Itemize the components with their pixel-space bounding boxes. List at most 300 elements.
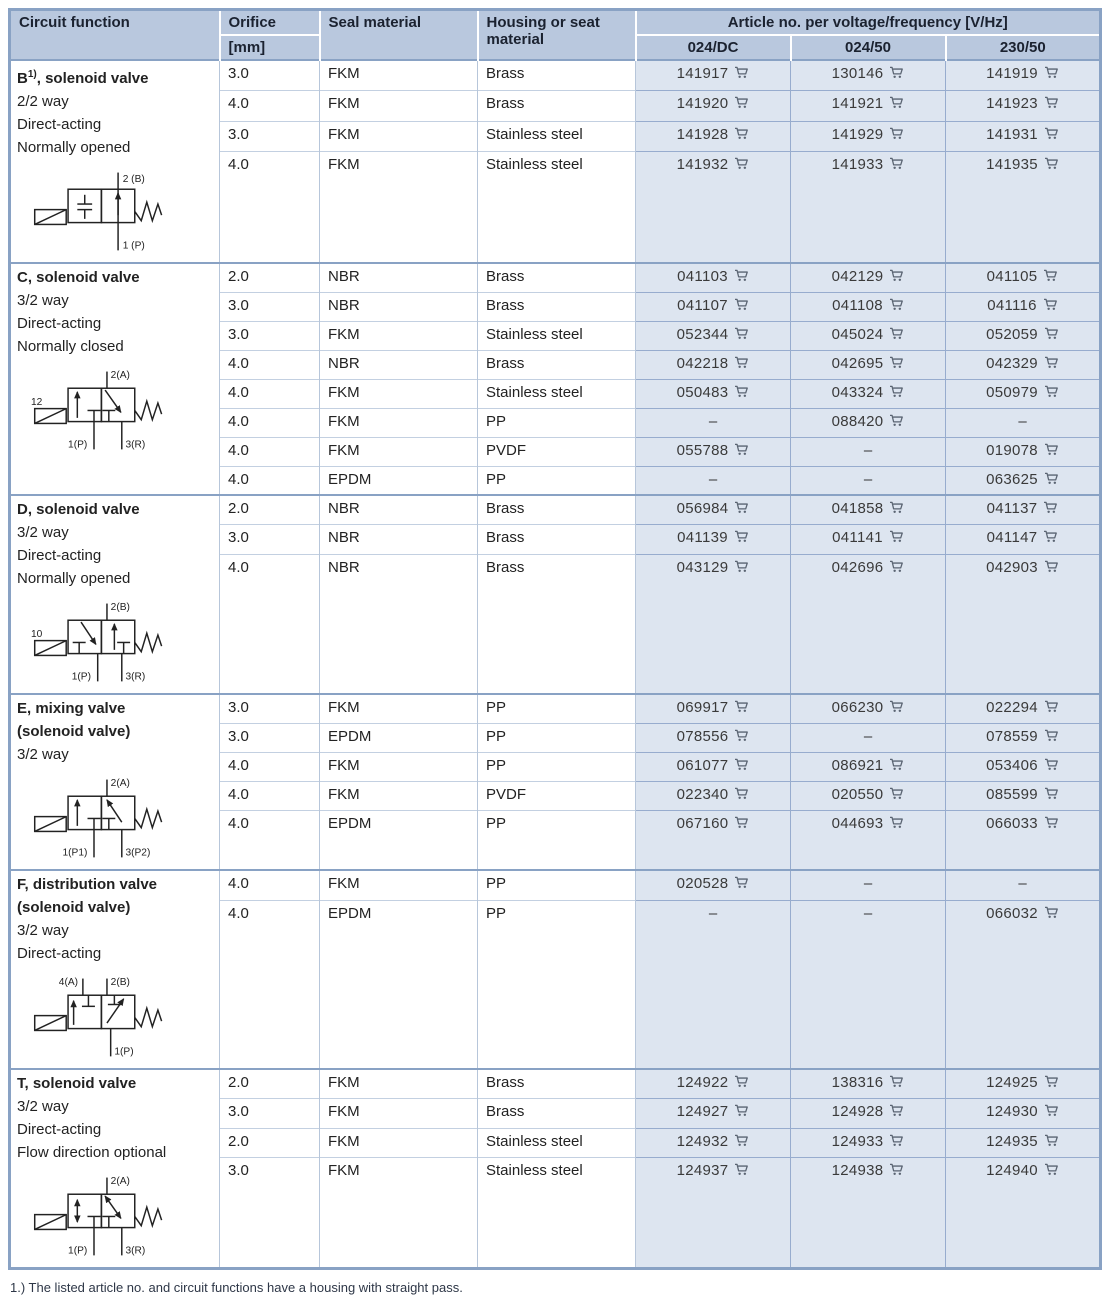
- cart-icon[interactable]: [734, 385, 749, 398]
- port-label: 1 (P): [122, 240, 145, 252]
- article-number: 124928: [831, 1103, 884, 1121]
- cart-icon[interactable]: [889, 385, 904, 398]
- cart-icon[interactable]: [1044, 66, 1059, 79]
- article-number: 041141: [832, 529, 883, 547]
- housing-material-cell: Brass: [478, 263, 636, 292]
- cart-icon[interactable]: [1044, 96, 1059, 109]
- housing-material-cell: PP: [478, 466, 636, 495]
- seal-material-cell: FKM: [320, 1069, 478, 1099]
- table-row: [10, 694, 1101, 723]
- article-cell: [791, 525, 946, 555]
- circuit-title: C, solenoid valve: [17, 269, 140, 286]
- article-cell: [946, 495, 1101, 525]
- article-cell: [636, 408, 791, 437]
- article-cell: [946, 694, 1101, 723]
- article-cell: [636, 1158, 791, 1269]
- orifice-cell: 4.0: [220, 466, 320, 495]
- cart-icon[interactable]: [734, 443, 749, 456]
- article-number: 124930: [986, 1103, 1038, 1121]
- article-number: 052059: [986, 325, 1038, 343]
- seal-material-cell: EPDM: [320, 466, 478, 495]
- article-number: 088420: [831, 412, 884, 430]
- cart-icon[interactable]: [889, 414, 904, 427]
- article-cell: [636, 466, 791, 495]
- article-cell: [791, 292, 946, 321]
- cart-icon[interactable]: [889, 96, 904, 109]
- article-cell: [791, 694, 946, 723]
- orifice-cell: 3.0: [220, 694, 320, 723]
- orifice-cell: 3.0: [220, 292, 320, 321]
- cart-icon[interactable]: [1044, 1163, 1059, 1176]
- orifice-cell: 3.0: [220, 121, 320, 152]
- article-cell: [791, 811, 946, 870]
- orifice-cell: 2.0: [220, 495, 320, 525]
- article-cell: [946, 152, 1101, 263]
- seal-material-cell: FKM: [320, 379, 478, 408]
- cart-icon[interactable]: [734, 66, 749, 79]
- circuit-desc-line: 2/2 way: [17, 93, 69, 110]
- article-cell: [636, 121, 791, 152]
- cart-icon[interactable]: [734, 1134, 749, 1147]
- cart-icon[interactable]: [1044, 906, 1059, 919]
- article-cell: [946, 525, 1101, 555]
- valve-diagram-wrap: [19, 774, 213, 869]
- orifice-cell: 2.0: [220, 1069, 320, 1099]
- cart-icon[interactable]: [1044, 157, 1059, 170]
- port-label: 2(A): [110, 370, 130, 382]
- seal-material-cell: FKM: [320, 1128, 478, 1158]
- article-cell: [946, 60, 1101, 91]
- table-header: [10, 10, 1101, 61]
- article-cell: [791, 350, 946, 379]
- cart-icon[interactable]: [1044, 1104, 1059, 1117]
- article-cell: [636, 694, 791, 723]
- cart-icon[interactable]: [1044, 729, 1059, 742]
- housing-material-cell: PP: [478, 694, 636, 723]
- housing-material-cell: Brass: [478, 350, 636, 379]
- seal-material-cell: NBR: [320, 292, 478, 321]
- circuit-desc-line: 3/2 way: [17, 922, 69, 939]
- cart-icon[interactable]: [889, 1163, 904, 1176]
- valve-diagram: [19, 598, 194, 686]
- article-number: 141935: [986, 156, 1038, 174]
- housing-material-cell: Stainless steel: [478, 321, 636, 350]
- circuit-title-line2: (solenoid valve): [17, 899, 131, 916]
- article-number: 085599: [986, 785, 1038, 803]
- article-cell: [636, 437, 791, 466]
- cart-icon[interactable]: [1044, 356, 1059, 369]
- article-number: 124937: [676, 1162, 729, 1180]
- port-label: 1(P): [71, 671, 91, 683]
- circuit-title: D, solenoid valve: [17, 501, 140, 518]
- circuit-desc-line: Normally opened: [17, 570, 131, 587]
- seal-material-cell: FKM: [320, 321, 478, 350]
- article-number: 041139: [677, 529, 728, 547]
- cart-icon[interactable]: [1044, 385, 1059, 398]
- orifice-cell: 4.0: [220, 350, 320, 379]
- article-cell: [791, 60, 946, 91]
- cart-icon[interactable]: [1044, 472, 1059, 485]
- article-number: 141929: [831, 125, 884, 143]
- article-number: 124922: [676, 1074, 729, 1091]
- article-cell: [791, 437, 946, 466]
- article-cell: [636, 152, 791, 263]
- footnote: 1.) The listed article no. and circuit functions have a housing with straight pass.: [10, 1280, 463, 1295]
- cart-icon[interactable]: [1044, 1075, 1059, 1088]
- cart-icon[interactable]: [734, 356, 749, 369]
- table-row: [10, 263, 1101, 292]
- article-cell: [636, 321, 791, 350]
- no-article-dash: –: [863, 441, 873, 459]
- housing-material-cell: PVDF: [478, 437, 636, 466]
- article-number: 124940: [986, 1162, 1038, 1180]
- orifice-cell: 3.0: [220, 60, 320, 91]
- seal-material-cell: NBR: [320, 554, 478, 694]
- circuit-desc-line: Normally opened: [17, 139, 131, 156]
- seal-material-cell: NBR: [320, 263, 478, 292]
- housing-material-cell: PP: [478, 723, 636, 752]
- cart-icon[interactable]: [734, 327, 749, 340]
- article-cell: [791, 1128, 946, 1158]
- port-label: 1(P): [68, 1245, 88, 1257]
- article-cell: [636, 870, 791, 900]
- article-number: 045024: [831, 325, 884, 343]
- article-cell: [636, 723, 791, 752]
- header-voltage-024dc: 024/DC: [636, 35, 791, 60]
- article-number: 020528: [676, 875, 729, 892]
- article-number: 124935: [986, 1132, 1038, 1150]
- port-label: 1(P1): [62, 847, 88, 859]
- port-label: 1(P): [114, 1046, 134, 1058]
- circuit-function-cell: [10, 1069, 220, 1269]
- article-cell: [636, 60, 791, 91]
- article-number: 019078: [986, 441, 1038, 459]
- article-cell: [636, 292, 791, 321]
- article-cell: [946, 321, 1101, 350]
- article-cell: [636, 1069, 791, 1099]
- valve-diagram-wrap: [19, 366, 213, 461]
- circuit-title: E, mixing valve: [17, 700, 126, 717]
- no-article-dash: –: [708, 904, 718, 922]
- housing-material-cell: Brass: [478, 91, 636, 122]
- port-label: 3(R): [125, 671, 146, 683]
- cart-icon[interactable]: [889, 787, 904, 800]
- article-number: 141933: [831, 156, 884, 174]
- seal-material-cell: FKM: [320, 1099, 478, 1129]
- no-article-dash: –: [1018, 412, 1027, 430]
- article-number: 055788: [676, 441, 729, 459]
- cart-icon[interactable]: [889, 560, 904, 573]
- no-article-dash: –: [863, 904, 873, 922]
- article-number: 141920: [676, 95, 729, 113]
- orifice-cell: 4.0: [220, 408, 320, 437]
- header-circuit-function: Circuit function: [10, 10, 220, 61]
- no-article-dash: –: [863, 727, 873, 745]
- seal-material-cell: FKM: [320, 60, 478, 91]
- article-cell: [791, 1158, 946, 1269]
- article-cell: [791, 263, 946, 292]
- circuit-desc-line: Direct-acting: [17, 547, 102, 564]
- cart-icon[interactable]: [734, 127, 749, 140]
- position-label: 12: [31, 396, 43, 408]
- cart-icon[interactable]: [1044, 758, 1059, 771]
- article-cell: [946, 781, 1101, 810]
- circuit-desc-line: Normally closed: [17, 338, 124, 355]
- article-number: 050979: [986, 383, 1038, 401]
- article-cell: [791, 752, 946, 781]
- article-number: 078556: [676, 727, 729, 745]
- housing-material-cell: Brass: [478, 1069, 636, 1099]
- circuit-desc-line: Direct-acting: [17, 1121, 102, 1138]
- housing-material-cell: PP: [478, 811, 636, 870]
- circuit-function-cell: [10, 263, 220, 495]
- article-cell: [946, 91, 1101, 122]
- article-number: 141931: [986, 125, 1038, 143]
- valve-article-table: [8, 8, 1102, 1270]
- article-cell: [636, 1099, 791, 1129]
- article-cell: [946, 1128, 1101, 1158]
- article-cell: [791, 870, 946, 900]
- housing-material-cell: Brass: [478, 554, 636, 694]
- cart-icon[interactable]: [889, 816, 904, 829]
- article-cell: [636, 752, 791, 781]
- port-label: 2(B): [110, 602, 130, 614]
- seal-material-cell: FKM: [320, 437, 478, 466]
- article-number: 041103: [677, 268, 728, 285]
- article-number: 069917: [676, 699, 729, 716]
- table-row: [10, 495, 1101, 525]
- cart-icon[interactable]: [889, 1134, 904, 1147]
- article-cell: [791, 1099, 946, 1129]
- article-cell: [946, 811, 1101, 870]
- valve-diagram-wrap: [19, 1172, 213, 1267]
- cart-icon[interactable]: [734, 787, 749, 800]
- header-seal-material: Seal material: [320, 10, 478, 61]
- cart-icon[interactable]: [734, 758, 749, 771]
- cart-icon[interactable]: [1044, 443, 1059, 456]
- cart-icon[interactable]: [734, 1163, 749, 1176]
- article-cell: [946, 1158, 1101, 1269]
- cart-icon[interactable]: [1043, 269, 1058, 282]
- cart-icon[interactable]: [1043, 501, 1058, 514]
- circuit-desc-line: 3/2 way: [17, 524, 69, 541]
- article-number: 020550: [831, 785, 884, 803]
- cart-icon[interactable]: [734, 560, 749, 573]
- cart-icon[interactable]: [889, 157, 904, 170]
- header-voltage-23050: 230/50: [946, 35, 1101, 60]
- article-number: 042218: [676, 354, 729, 372]
- cart-icon[interactable]: [1044, 1134, 1059, 1147]
- cart-icon[interactable]: [889, 298, 904, 311]
- article-number: 141917: [676, 65, 729, 82]
- seal-material-cell: EPDM: [320, 811, 478, 870]
- article-number: 041858: [831, 500, 884, 517]
- seal-material-cell: FKM: [320, 1158, 478, 1269]
- cart-icon[interactable]: [889, 501, 904, 514]
- cart-icon[interactable]: [734, 1104, 749, 1117]
- article-cell: [791, 379, 946, 408]
- cart-icon[interactable]: [889, 758, 904, 771]
- cart-icon[interactable]: [1044, 787, 1059, 800]
- cart-icon[interactable]: [734, 729, 749, 742]
- cart-icon[interactable]: [889, 269, 904, 282]
- housing-material-cell: Brass: [478, 1099, 636, 1129]
- seal-material-cell: FKM: [320, 152, 478, 263]
- cart-icon[interactable]: [889, 127, 904, 140]
- circuit-title: F, distribution valve: [17, 876, 158, 893]
- article-cell: [791, 408, 946, 437]
- cart-icon[interactable]: [734, 1075, 749, 1088]
- cart-icon[interactable]: [734, 269, 749, 282]
- article-cell: [636, 554, 791, 694]
- article-number: 124925: [986, 1074, 1038, 1091]
- position-label: 10: [31, 628, 43, 640]
- orifice-cell: 4.0: [220, 91, 320, 122]
- article-number: 061077: [676, 756, 729, 774]
- cart-icon[interactable]: [734, 298, 749, 311]
- article-number: 042129: [831, 268, 884, 285]
- orifice-cell: 3.0: [220, 321, 320, 350]
- orifice-cell: 3.0: [220, 723, 320, 752]
- seal-material-cell: FKM: [320, 694, 478, 723]
- cart-icon[interactable]: [889, 1075, 904, 1088]
- article-number: 124938: [831, 1162, 884, 1180]
- header-orifice-unit: [mm]: [220, 35, 320, 60]
- article-number: 042696: [831, 558, 884, 576]
- article-number: 042903: [986, 558, 1038, 576]
- cart-icon[interactable]: [1044, 816, 1059, 829]
- article-number: 050483: [676, 383, 729, 401]
- article-number: 042695: [831, 354, 884, 372]
- cart-icon[interactable]: [889, 327, 904, 340]
- housing-material-cell: PP: [478, 900, 636, 1069]
- article-number: 141919: [986, 65, 1038, 82]
- cart-icon[interactable]: [1043, 530, 1058, 543]
- article-cell: [636, 379, 791, 408]
- housing-material-cell: PP: [478, 870, 636, 900]
- circuit-title: T, solenoid valve: [17, 1075, 137, 1092]
- article-number: 041137: [986, 500, 1038, 517]
- seal-material-cell: EPDM: [320, 723, 478, 752]
- article-number: 041105: [986, 268, 1038, 285]
- article-number: 124927: [676, 1103, 729, 1121]
- housing-material-cell: Brass: [478, 495, 636, 525]
- article-cell: [946, 554, 1101, 694]
- cart-icon[interactable]: [734, 501, 749, 514]
- article-number: 141923: [986, 95, 1038, 113]
- housing-material-cell: Stainless steel: [478, 121, 636, 152]
- circuit-desc-line: Flow direction optional: [17, 1144, 167, 1161]
- article-number: 043129: [676, 558, 729, 576]
- article-cell: [946, 1099, 1101, 1129]
- cart-icon[interactable]: [734, 96, 749, 109]
- cart-icon[interactable]: [734, 530, 749, 543]
- article-number: 141928: [676, 125, 729, 143]
- cart-icon[interactable]: [734, 816, 749, 829]
- housing-material-cell: Brass: [478, 292, 636, 321]
- cart-icon[interactable]: [734, 876, 749, 889]
- orifice-cell: 4.0: [220, 811, 320, 870]
- no-article-dash: –: [708, 470, 718, 488]
- cart-icon[interactable]: [1043, 298, 1058, 311]
- cart-icon[interactable]: [889, 66, 904, 79]
- port-label: 3(P2): [125, 847, 151, 859]
- article-number: 041107: [677, 296, 728, 314]
- circuit-function-cell: [10, 60, 220, 263]
- orifice-cell: 4.0: [220, 152, 320, 263]
- article-cell: [946, 263, 1101, 292]
- orifice-cell: 4.0: [220, 870, 320, 900]
- article-number: 052344: [676, 325, 729, 343]
- port-label: 2(A): [110, 1176, 130, 1188]
- article-number: 066033: [986, 815, 1038, 833]
- seal-material-cell: FKM: [320, 870, 478, 900]
- article-number: 138316: [831, 1074, 884, 1091]
- cart-icon[interactable]: [889, 700, 904, 713]
- table-row: [10, 1069, 1101, 1099]
- housing-material-cell: PP: [478, 408, 636, 437]
- cart-icon[interactable]: [1044, 560, 1059, 573]
- cart-icon[interactable]: [1044, 700, 1059, 713]
- article-cell: [946, 121, 1101, 152]
- cart-icon[interactable]: [889, 356, 904, 369]
- article-cell: [636, 525, 791, 555]
- orifice-cell: 2.0: [220, 1128, 320, 1158]
- housing-material-cell: Brass: [478, 60, 636, 91]
- article-number: 042329: [986, 354, 1038, 372]
- orifice-cell: 4.0: [220, 437, 320, 466]
- article-number: 066032: [986, 904, 1038, 922]
- article-cell: [791, 91, 946, 122]
- article-cell: [946, 408, 1101, 437]
- circuit-function-cell: [10, 870, 220, 1069]
- housing-material-cell: PVDF: [478, 781, 636, 810]
- no-article-dash: –: [1018, 875, 1027, 892]
- article-number: 044693: [831, 815, 884, 833]
- cart-icon[interactable]: [734, 157, 749, 170]
- article-cell: [636, 900, 791, 1069]
- cart-icon[interactable]: [1044, 327, 1059, 340]
- valve-diagram-wrap: [19, 167, 213, 262]
- housing-material-cell: Stainless steel: [478, 1128, 636, 1158]
- cart-icon[interactable]: [1044, 127, 1059, 140]
- article-cell: [946, 870, 1101, 900]
- article-cell: [791, 466, 946, 495]
- article-cell: [791, 495, 946, 525]
- article-cell: [946, 379, 1101, 408]
- valve-diagram: [19, 1172, 194, 1260]
- cart-icon[interactable]: [889, 1104, 904, 1117]
- article-cell: [636, 263, 791, 292]
- seal-material-cell: NBR: [320, 350, 478, 379]
- article-number: 124932: [676, 1132, 729, 1150]
- circuit-desc-line: Direct-acting: [17, 945, 102, 962]
- article-cell: [636, 495, 791, 525]
- cart-icon[interactable]: [889, 530, 904, 543]
- housing-material-cell: Stainless steel: [478, 379, 636, 408]
- no-article-dash: –: [863, 875, 873, 892]
- housing-material-cell: Stainless steel: [478, 152, 636, 263]
- circuit-function-cell: [10, 694, 220, 870]
- seal-material-cell: NBR: [320, 495, 478, 525]
- article-number: 056984: [676, 500, 729, 517]
- article-cell: [946, 723, 1101, 752]
- article-number: 043324: [831, 383, 884, 401]
- cart-icon[interactable]: [734, 700, 749, 713]
- seal-material-cell: FKM: [320, 752, 478, 781]
- header-article-group: Article no. per voltage/frequency [V/Hz]: [636, 10, 1101, 36]
- article-cell: [791, 321, 946, 350]
